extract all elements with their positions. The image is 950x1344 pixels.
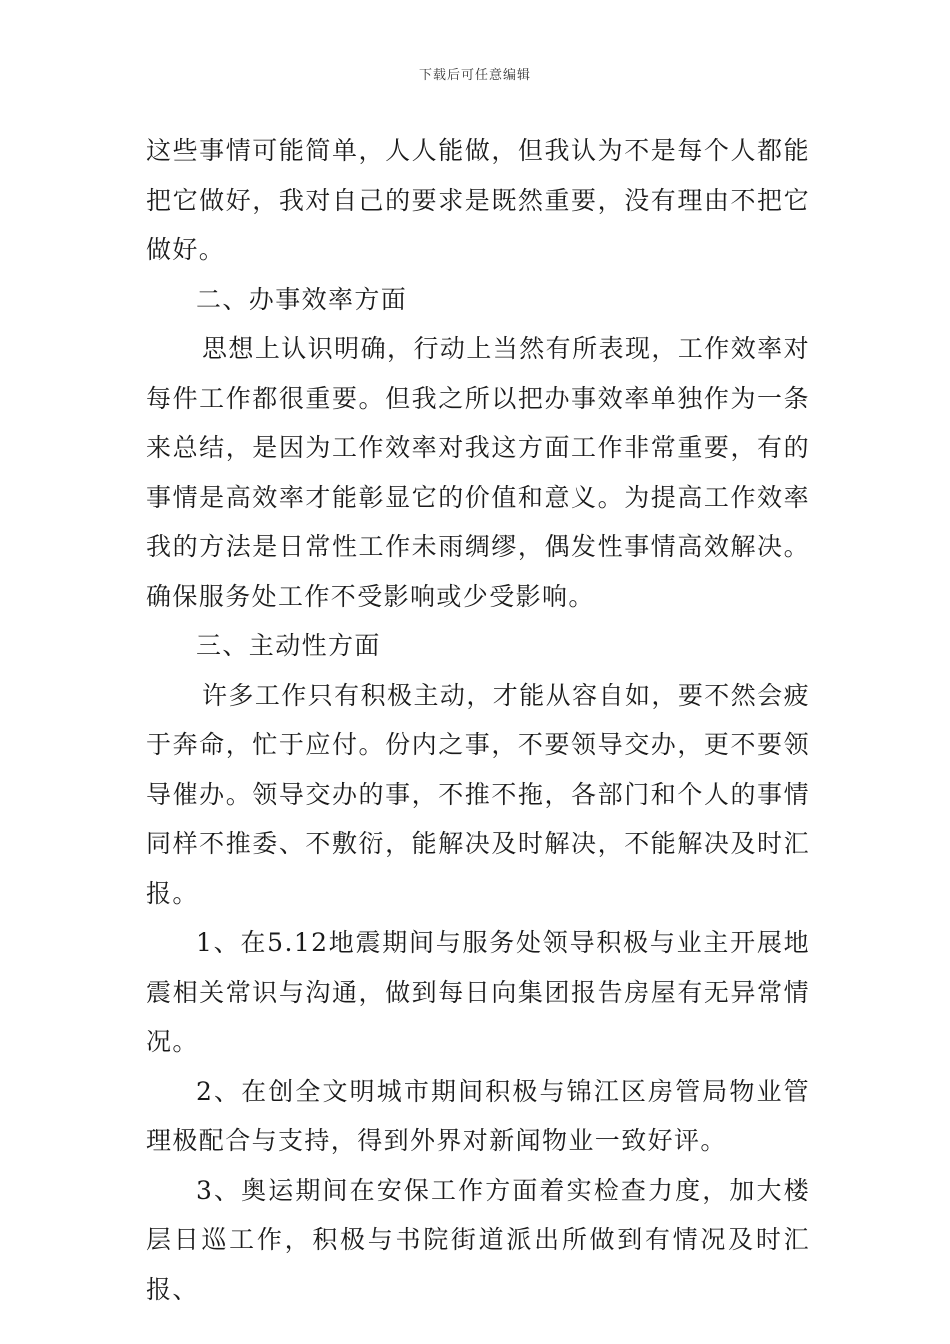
section-heading-initiative: 三、主动性方面 xyxy=(196,631,381,660)
list-item-earthquake: 1、在5.12地震期间与服务处领导积极与业主开展地震相关常识与沟通，做到每日向集团报告房屋有无异常情况。 xyxy=(146,928,810,1056)
paragraph-efficiency: 思想上认识明确，行动上当然有所表现，工作效率对每件工作都很重要。但我之所以把办事效率单独作为一条来总结，是因为工作效率对我这方面工作非常重要，有的事情是高效率才能彰显它的价值和意义。为提高工作效率我的方法是日常性工作未雨绸缪，偶发性事情高效解决。确保服务处工作不受影响或少受影响。 xyxy=(146,334,810,611)
list-item-olympics: 3、奥运期间在安保工作方面着实检查力度，加大楼层日巡工作，积极与书院街道派出所做到有情况及时汇报、 xyxy=(146,1175,810,1304)
section-heading-efficiency: 二、办事效率方面 xyxy=(196,284,408,314)
paragraph-initiative: 许多工作只有积极主动，才能从容自如，要不然会疲于奔命，忙于应付。份内之事，不要领导交办，更不要领导催办。领导交办的事，不推不拖，各部门和个人的事情同样不推委、不敷衍，能解决及时解决，不能解决及时汇报。 xyxy=(146,680,810,908)
list-item-civilized-city: 2、在创全文明城市期间积极与锦江区房管局物业管理极配合与支持，得到外界对新闻物业一致好评。 xyxy=(146,1076,810,1155)
paragraph-1: 这些事情可能简单，人人能做，但我认为不是每个人都能把它做好，我对自己的要求是既然重要，没有理由不把它做好。 xyxy=(146,136,810,264)
document-body xyxy=(146,126,810,1314)
page-header: 下载后可任意编辑 xyxy=(418,68,531,83)
